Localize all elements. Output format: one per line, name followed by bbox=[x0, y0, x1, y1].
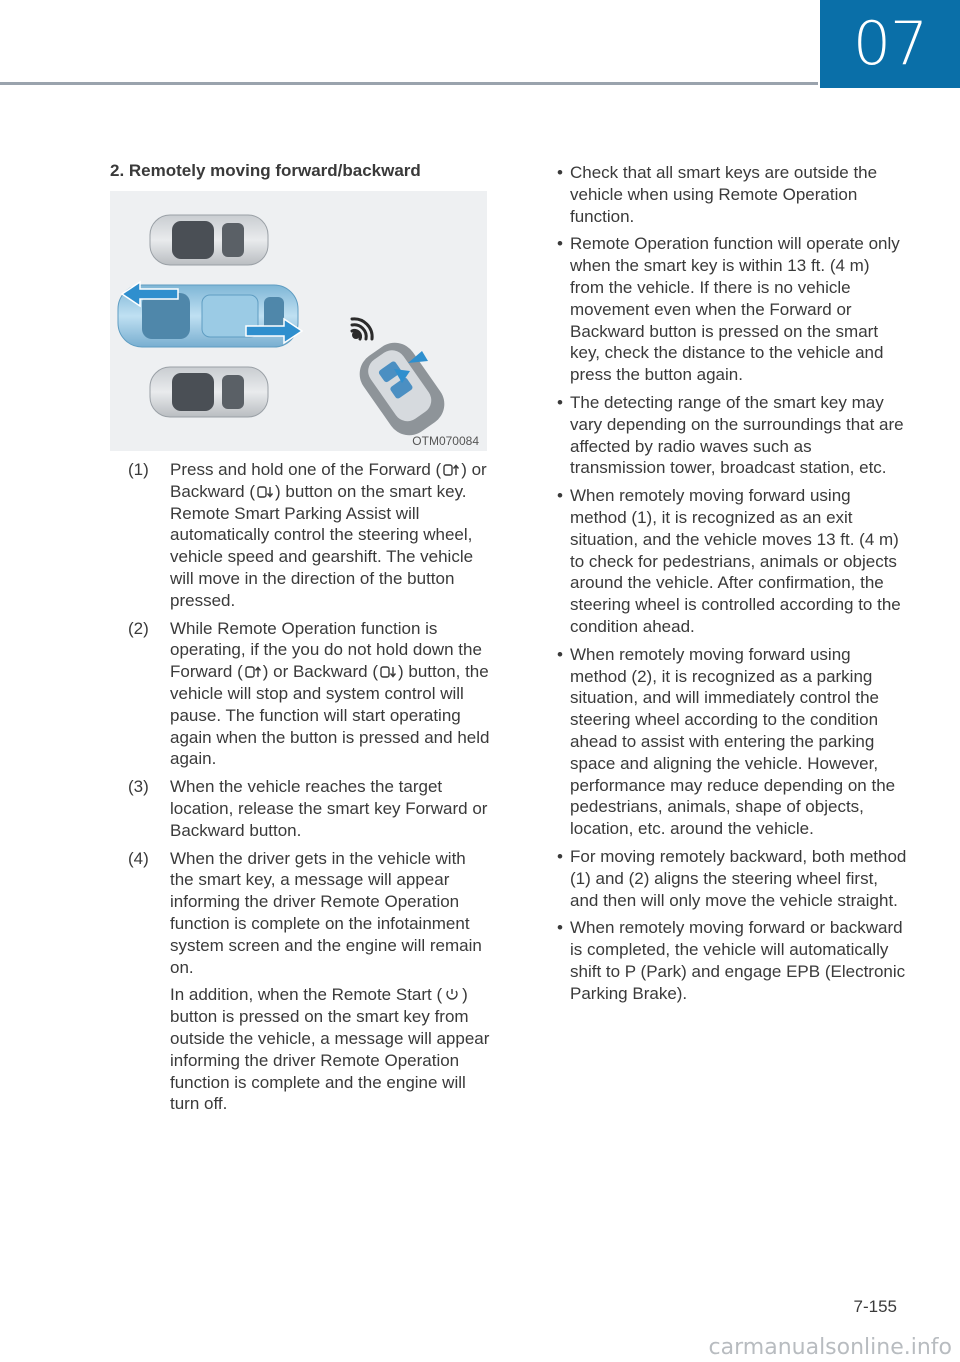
smart-key-illustration bbox=[351, 334, 453, 444]
note-item bbox=[555, 392, 907, 479]
note-text: When remotely moving forward using method (1), it is recognized as an exit situation, and the vehicle moves 13 ft. (4 m) to check for pedestrians, animals or objects around the vehicle. After confirmation, the steering wheel is controlled according to the condition ahead. bbox=[570, 486, 901, 636]
watermark: carmanualsonline.info bbox=[708, 1335, 952, 1360]
forward-button-icon bbox=[441, 462, 461, 478]
step-text: In addition, when the Remote Start ( bbox=[170, 985, 443, 1005]
step-3 bbox=[128, 776, 490, 841]
note-text: Remote Operation function will operate only when the smart key is within 13 ft. (4 m) from the vehicle. If there is no vehicle movement even when the Forward or Backward button is pressed on the smart key, check the distance to the vehicle and press the button again. bbox=[570, 234, 900, 385]
backward-button-icon bbox=[378, 664, 398, 680]
step-text: When the driver gets in the vehicle with the smart key, a message will appear informing the driver Remote Operation function is complete on the infotainment system screen and the engine will remain on. bbox=[170, 848, 482, 977]
note-text: Check that all smart keys are outside the vehicle when using Remote Operation function. bbox=[570, 163, 878, 226]
remote-start-icon bbox=[442, 987, 462, 1003]
step-1 bbox=[128, 459, 490, 612]
forward-button-icon bbox=[243, 664, 263, 680]
bullet-dot: • bbox=[557, 846, 563, 866]
bullet-dot: • bbox=[557, 392, 563, 412]
bullet-dot: • bbox=[557, 918, 563, 938]
step-number: (3) bbox=[128, 777, 149, 797]
note-text: The detecting range of the smart key may vary depending on the surroundings that are affected by radio waves such as transmission tower, broadcast station, etc. bbox=[570, 392, 904, 478]
note-item bbox=[555, 917, 907, 1004]
note-item bbox=[555, 644, 907, 840]
step-text: While Remote Operation function is operating, if the you do not hold down the Forward ( bbox=[170, 618, 482, 682]
chapter-tab: 07 bbox=[820, 0, 960, 88]
step-2 bbox=[128, 618, 490, 771]
note-text: For moving remotely backward, both method (1) and (2) aligns the steering wheel first, and then will only move the vehicle straight. bbox=[570, 846, 907, 910]
section-title: 2. Remotely moving forward/backward bbox=[110, 161, 421, 180]
step-text: Press and hold one of the Forward ( bbox=[170, 460, 442, 479]
figure-caption: OTM070084 bbox=[412, 434, 479, 448]
parking-illustration bbox=[110, 191, 487, 451]
bullet-dot: • bbox=[557, 486, 563, 506]
note-item bbox=[555, 233, 907, 386]
signal-icon bbox=[352, 319, 372, 339]
step-number: (4) bbox=[128, 848, 149, 868]
step-text: ) button is pressed on the smart key from outside the vehicle, a message will appear informing the driver Remote Operation function is complete and the engine will turn off. bbox=[170, 985, 490, 1114]
step-number: (1) bbox=[128, 460, 149, 479]
parked-car-bottom bbox=[150, 367, 268, 417]
step-text: When the vehicle reaches the target location, release the smart key Forward or Backward button. bbox=[170, 777, 488, 840]
step-4-additional bbox=[170, 984, 490, 1115]
step-text: ) or Backward ( bbox=[262, 662, 378, 682]
step-text: ) button, the vehicle will stop and system control will pause. The function will start operating again when the button is pressed and held again. bbox=[170, 662, 490, 769]
bullet-dot: • bbox=[557, 163, 563, 182]
parked-car-top bbox=[150, 215, 268, 265]
figure-remote-parking bbox=[110, 191, 487, 451]
header-rule bbox=[0, 82, 818, 85]
note-item bbox=[555, 162, 907, 227]
bullet-dot: • bbox=[557, 234, 563, 254]
bullet-dot: • bbox=[557, 644, 563, 664]
notes-list bbox=[555, 162, 907, 1010]
step-number: (2) bbox=[128, 618, 149, 638]
steps-list bbox=[128, 459, 490, 1121]
note-item bbox=[555, 846, 907, 911]
note-text: When remotely moving forward using method (2), it is recognized as a parking situation, and will immediately control the steering wheel according to the condition ahead to assist with entering the parking space and aligning the vehicle. However, performance may reduce depending on the pedestrians, animals, shape of objects, location, etc. around the vehicle. bbox=[570, 644, 896, 839]
step-4 bbox=[128, 848, 490, 1116]
backward-button-icon bbox=[255, 484, 275, 500]
note-text: When remotely moving forward or backward is completed, the vehicle will automatically shift to P (Park) and engage EPB (Electronic Parking Brake). bbox=[570, 918, 906, 1003]
note-item bbox=[555, 485, 907, 638]
page-number: 7-155 bbox=[853, 1297, 897, 1316]
step-text: ) button on the smart key. Remote Smart Parking Assist will automatically control the steering wheel, vehicle speed and gearshift. The vehicle will move in the direction of the button pressed. bbox=[170, 481, 474, 610]
step-text: ) or Backward ( bbox=[170, 460, 487, 501]
